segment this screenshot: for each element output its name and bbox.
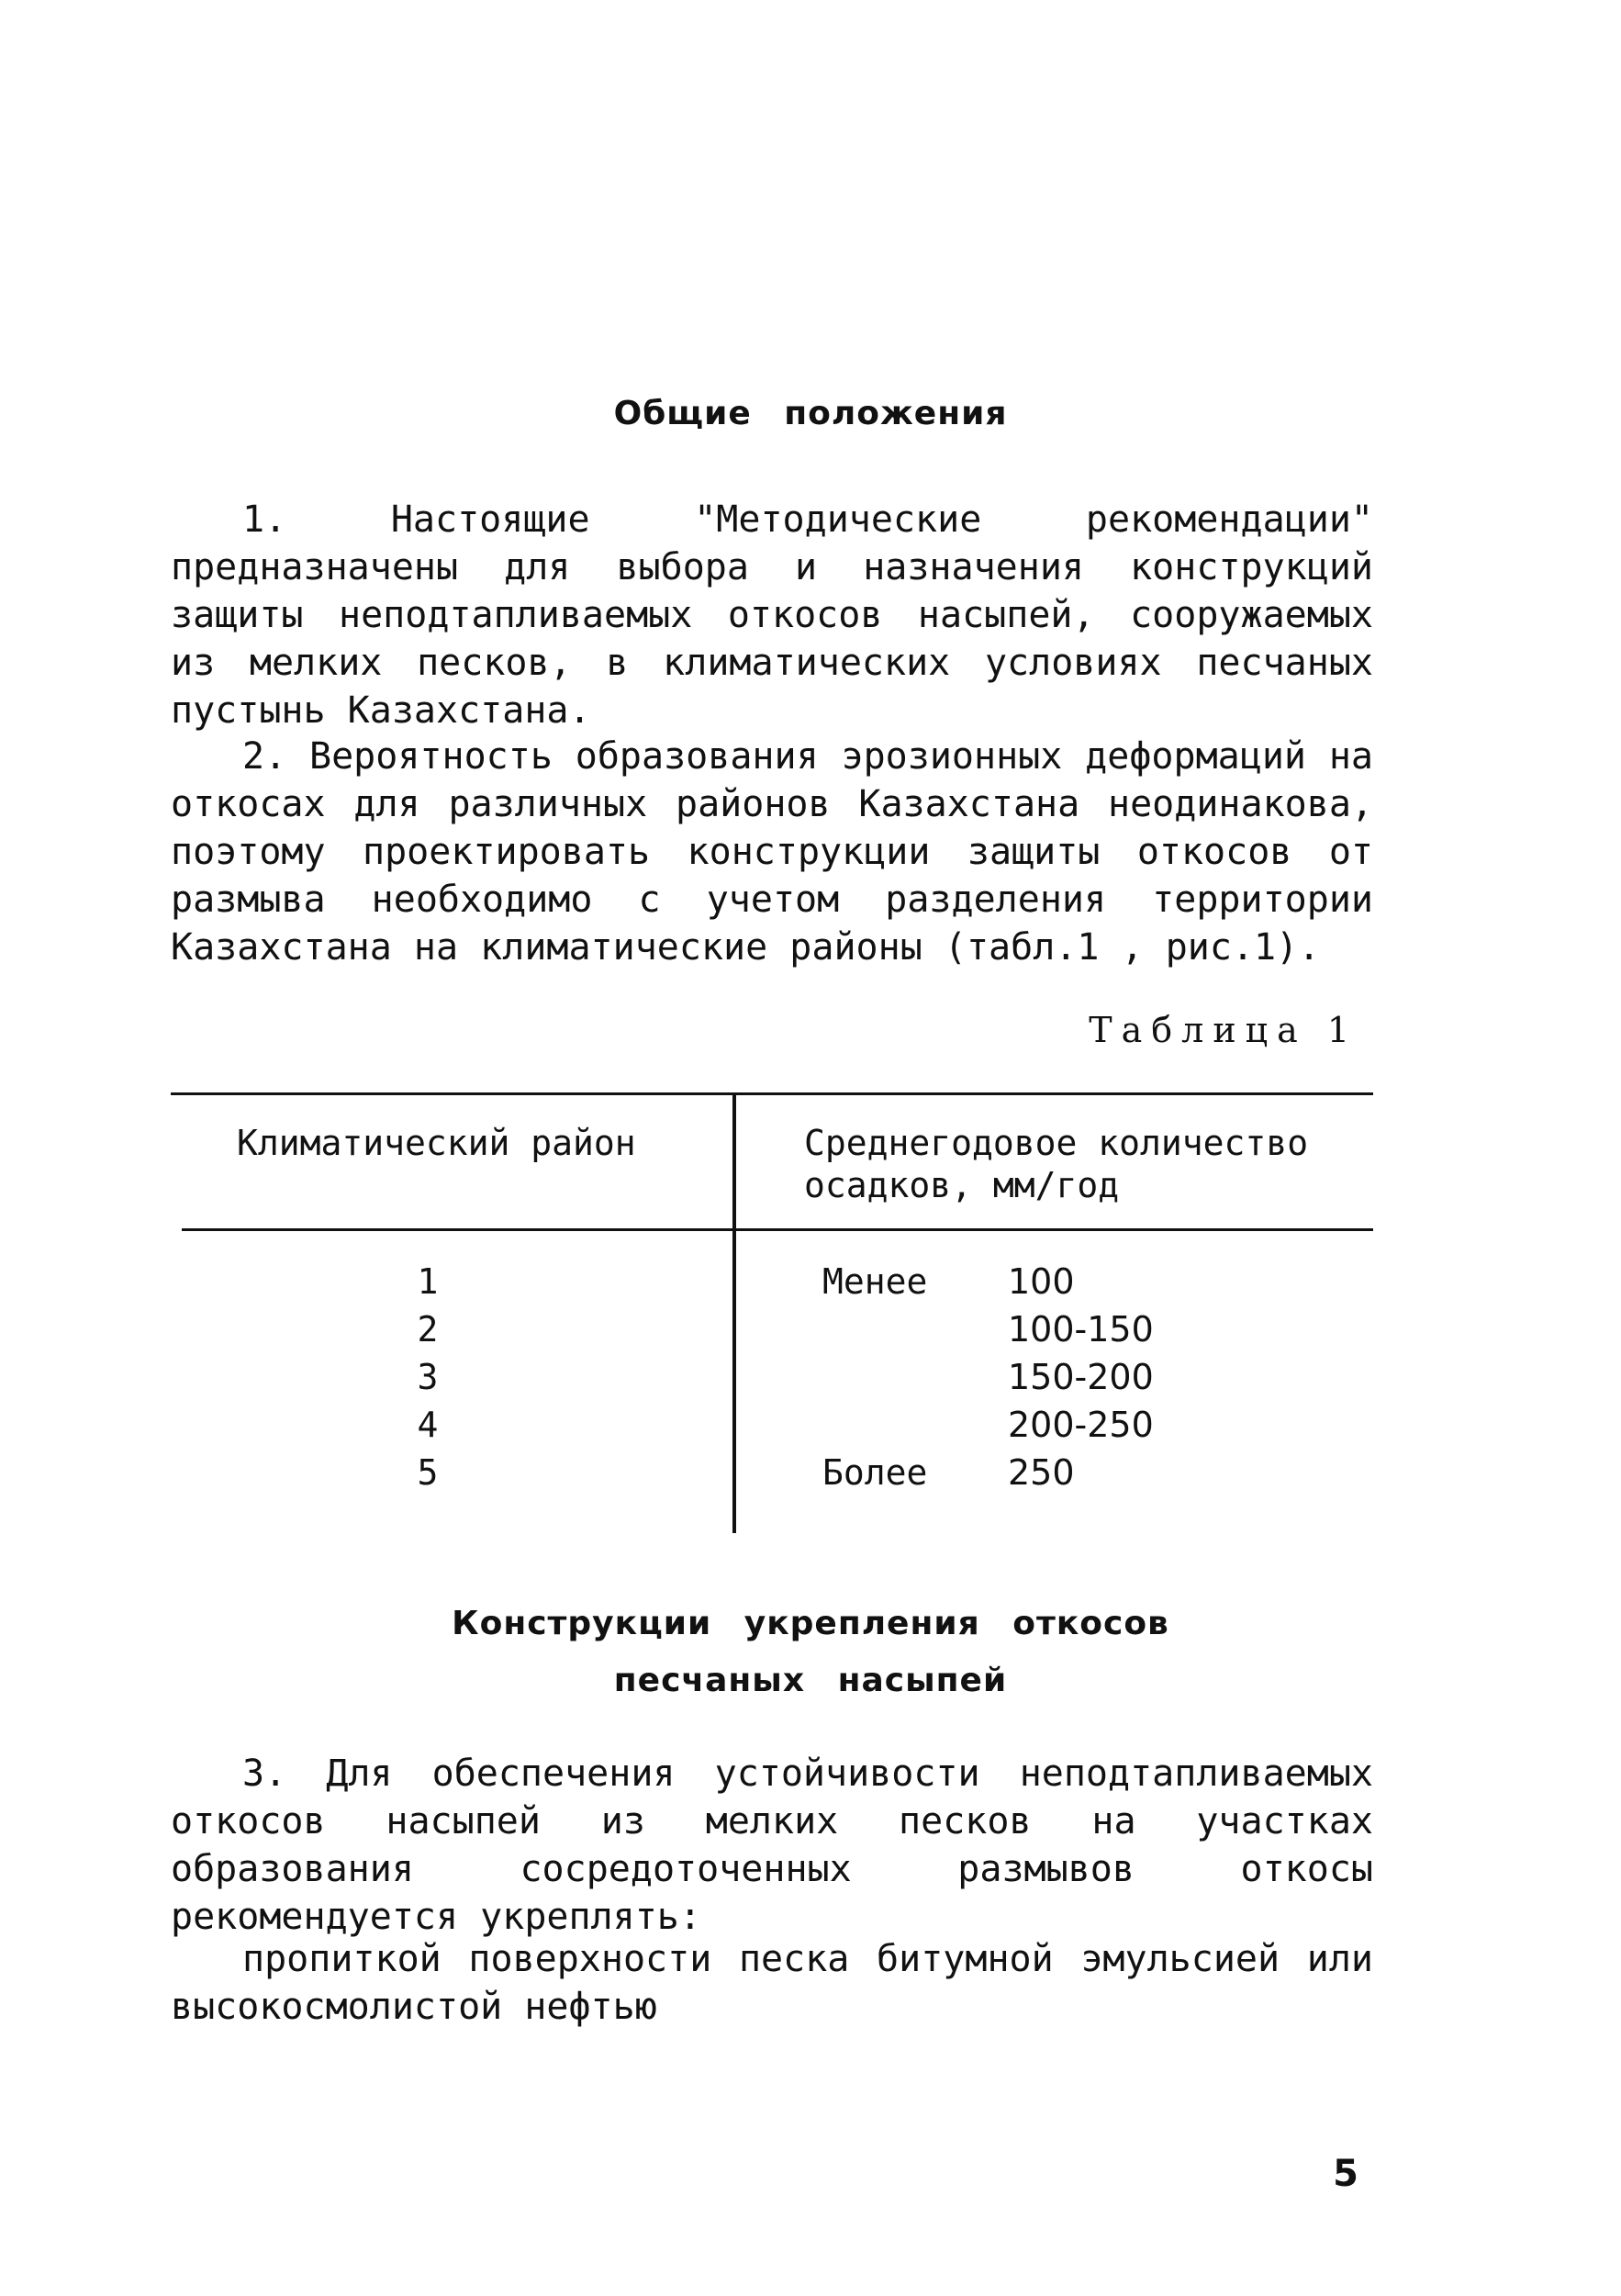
table-header-precipitation: Среднегодовое количество осадков, мм/год — [804, 1123, 1309, 1205]
table-row — [171, 1258, 1373, 1305]
table-row — [171, 1305, 1373, 1353]
cell-value: 250 — [1008, 1452, 1075, 1493]
table-header-rule — [182, 1228, 1373, 1231]
paragraph-1-text: 1. Настоящие "Методические рекомендации" предназначены для выбора и назначения конструкций защиты неподтапливаемых откосов насыпей, сооружаемых из мелких песков, в климатических условиях песчаных пустынь Казахстана. — [171, 498, 1373, 732]
paragraph-3 — [171, 1750, 1373, 1941]
section-heading-general: Общие положения — [613, 395, 1008, 432]
table-body — [171, 1258, 1373, 1496]
cell-region: 2 — [417, 1309, 439, 1350]
paragraph-2-text: 2. Вероятность образования эрозионных деформаций на откосах для различных районов Казахстана неодинакова, поэтому проектировать конструкции защиты откосов от размыва необходимо с учетом разделения территории Казахстана на климатические районы (табл.1 , рис.1). — [171, 735, 1373, 969]
section-heading-constructions-line2: песчаных насыпей — [613, 1662, 1008, 1699]
table-row — [171, 1353, 1373, 1401]
climate-table — [171, 1083, 1373, 1533]
cell-region: 3 — [417, 1357, 439, 1397]
paragraph-4-text: пропиткой поверхности песка битумной эмульсией или высокосмолистой нефтью — [171, 1938, 1373, 2028]
table-header-region: Климатический район — [237, 1123, 636, 1163]
cell-value: 100 — [1008, 1261, 1075, 1302]
table-caption: Таблица 1 — [1089, 1010, 1358, 1050]
table-top-rule — [171, 1092, 1373, 1095]
paragraph-4 — [171, 1935, 1373, 2031]
cell-region: 4 — [417, 1405, 439, 1445]
cell-value: 200-250 — [1008, 1405, 1154, 1445]
paragraph-2 — [171, 733, 1373, 971]
cell-prefix: Более — [822, 1452, 928, 1493]
paragraph-1 — [171, 496, 1373, 734]
section-heading-constructions-line1: Конструкции укрепления откосов — [452, 1605, 1169, 1642]
cell-region: 1 — [417, 1261, 439, 1302]
cell-value: 100-150 — [1008, 1309, 1154, 1350]
cell-value: 150-200 — [1008, 1357, 1154, 1397]
table-row — [171, 1449, 1373, 1496]
page-number: 5 — [1333, 2153, 1358, 2195]
cell-prefix: Менее — [822, 1261, 928, 1302]
paragraph-3-text: 3. Для обеспечения устойчивости неподтапливаемых откосов насыпей из мелких песков на участках образования сосредоточенных размывов откосы рекомендуется укреплять: — [171, 1753, 1373, 1938]
table-row — [171, 1401, 1373, 1449]
cell-region: 5 — [417, 1452, 439, 1493]
